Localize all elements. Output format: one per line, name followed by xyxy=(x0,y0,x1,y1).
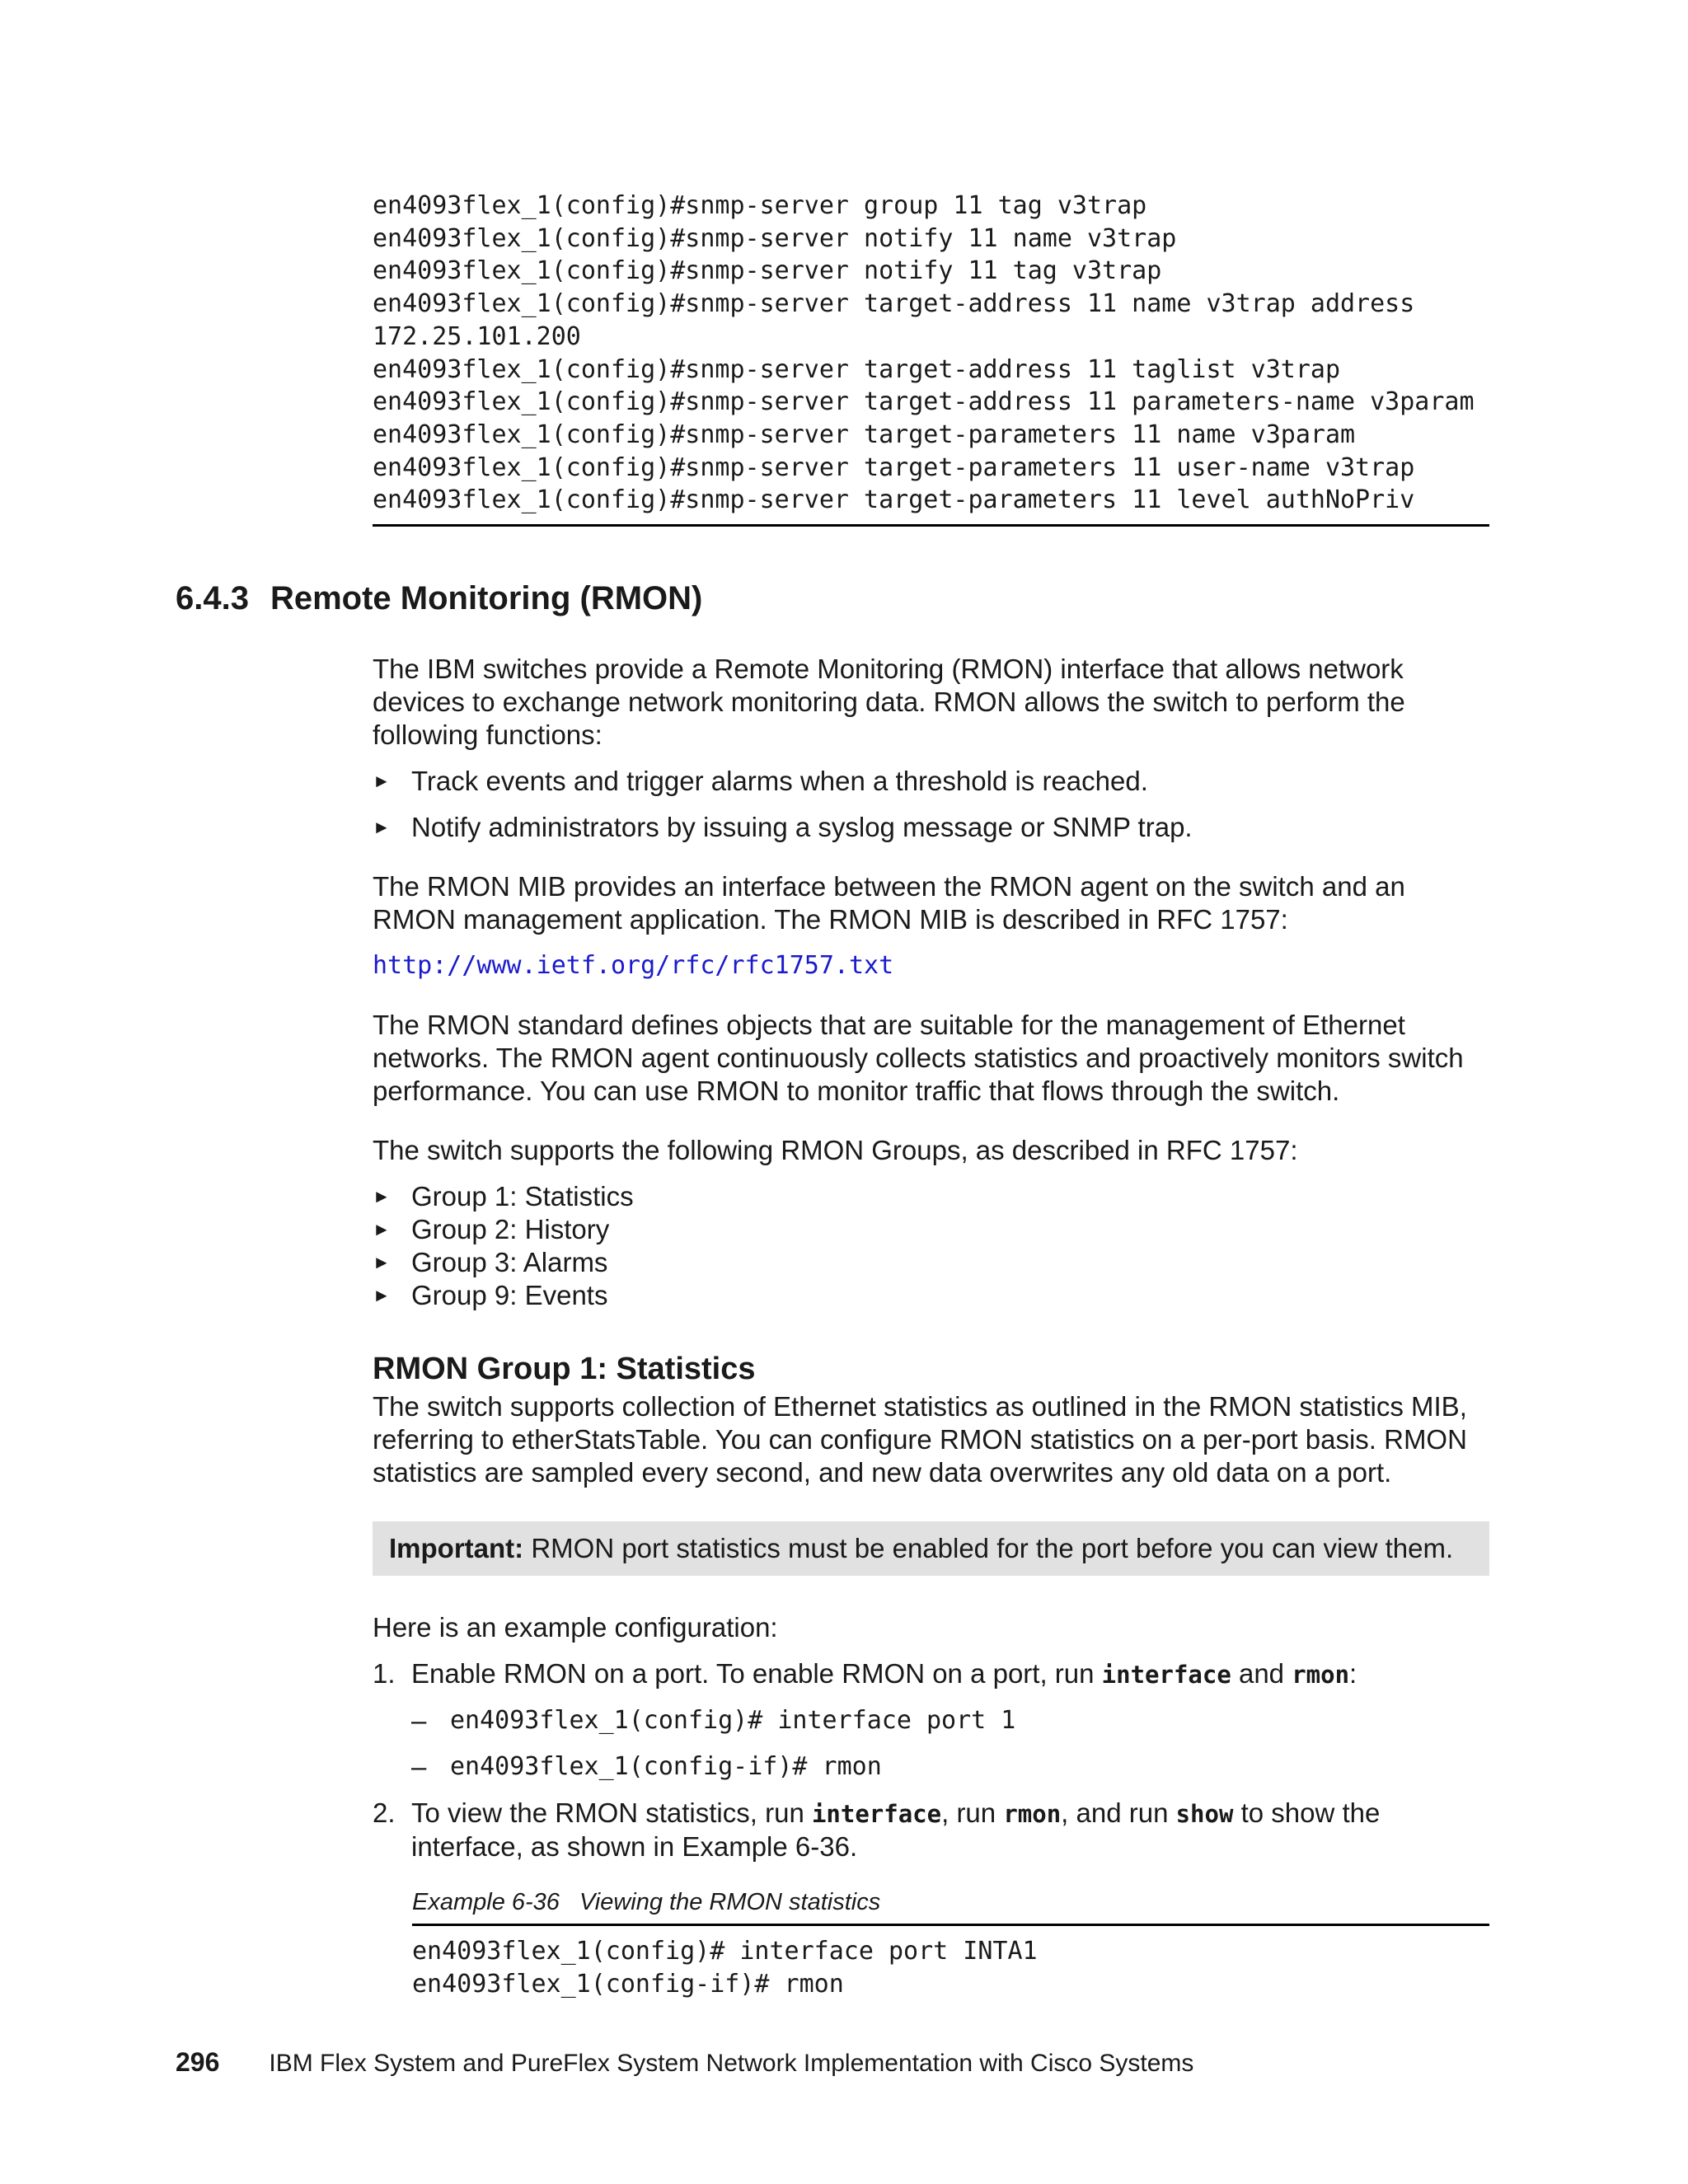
list-item: ► Group 1: Statistics xyxy=(373,1181,634,1212)
code-line: en4093flex_1(config)#snmp-server target-parameters 11 name v3param xyxy=(373,419,1356,449)
groups-paragraph: The switch supports the following RMON Groups, as described in RFC 1757: xyxy=(373,1135,1298,1165)
note-text: RMON port statistics must be enabled for the port before you can view them. xyxy=(523,1533,1454,1563)
code-line: en4093flex_1(config)# interface port INTA1 xyxy=(412,1937,1038,1966)
list-item: ► Notify administrators by issuing a syslog message or SNMP trap. xyxy=(373,812,1193,842)
example-section xyxy=(373,1611,1493,1863)
code-line: en4093flex_1(config)#snmp-server target-parameters 11 user-name v3trap xyxy=(373,452,1415,482)
example-intro: Here is an example configuration: xyxy=(373,1612,778,1643)
code-line: en4093flex_1(config)#snmp-server group 11 tag v3trap xyxy=(373,191,1147,220)
list-item: ► Group 9: Events xyxy=(373,1280,608,1310)
step-item: 2. To view the RMON statistics, run interface, run rmon, and run show to show the interface, as shown in Example 6-36. xyxy=(373,1797,1381,1862)
function-list xyxy=(373,765,1493,844)
code-line: 172.25.101.200 xyxy=(373,321,581,351)
triangle-bullet-icon: ► xyxy=(373,771,391,791)
intro-section xyxy=(373,653,1493,1312)
code-line: en4093flex_1(config-if)# rmon xyxy=(412,1969,844,1999)
code-line: en4093flex_1(config)#snmp-server target-parameters 11 level authNoPriv xyxy=(373,485,1415,515)
mib-paragraph: The RMON MIB provides an interface between the RMON agent on the switch and an RMON management application. The RMON MIB is described in RFC 1757: xyxy=(373,871,1405,935)
triangle-bullet-icon: ► xyxy=(373,1219,391,1240)
code-block-snmp xyxy=(373,190,1489,517)
book-title: IBM Flex System and PureFlex System Network Implementation with Cisco Systems xyxy=(269,2050,1194,2077)
list-item: ► Group 2: History xyxy=(373,1214,610,1244)
triangle-bullet-icon: ► xyxy=(373,1186,391,1207)
code-line: en4093flex_1(config)#snmp-server notify 11 tag v3trap xyxy=(373,256,1162,286)
step-item: 1. Enable RMON on a port. To enable RMON on a port, run interface and rmon: – en4093flex_1(config)# interface port 1 – en4093flex_1(config-if)# rmon xyxy=(373,1657,1493,1783)
keyword: interface xyxy=(1101,1661,1231,1689)
keyword: rmon xyxy=(1292,1661,1350,1689)
sub-step: – en4093flex_1(config-if)# rmon xyxy=(411,1751,882,1782)
triangle-bullet-icon: ► xyxy=(373,817,391,837)
list-item: ► Track events and trigger alarms when a threshold is reached. xyxy=(373,766,1148,796)
standard-paragraph: The RMON standard defines objects that are suitable for the management of Ethernet networks. The RMON agent continuously collects statistics and proactively monitors switch performance. You can use RMON to monitor traffic that flows through the switch. xyxy=(373,1010,1464,1106)
code-line: en4093flex_1(config)#snmp-server target-address 11 taglist v3trap xyxy=(373,354,1340,384)
example-top-rule xyxy=(412,1924,1489,1926)
note-label: Important: xyxy=(389,1533,524,1563)
example-caption: Example 6-36 Viewing the RMON statistics xyxy=(412,1889,881,1915)
section-title: Remote Monitoring (RMON) xyxy=(270,580,703,616)
keyword: interface xyxy=(811,1800,942,1828)
section-heading xyxy=(176,580,702,617)
code-line: en4093flex_1(config)#snmp-server target-address 11 parameters-name v3param xyxy=(373,387,1475,417)
important-note xyxy=(373,1521,1489,1576)
triangle-bullet-icon: ► xyxy=(373,1252,391,1272)
sub-step: – en4093flex_1(config)# interface port 1 xyxy=(411,1705,1016,1736)
page-footer xyxy=(176,2047,1193,2078)
rfc-link[interactable]: http://www.ietf.org/rfc/rfc1757.txt xyxy=(373,951,894,980)
group1-section xyxy=(373,1352,1493,1489)
page-number: 296 xyxy=(176,2047,220,2077)
rmon-groups-list xyxy=(373,1180,1493,1312)
code-block-bottom-rule xyxy=(373,524,1489,527)
step-number: 1. xyxy=(373,1658,396,1689)
subsection-heading: RMON Group 1: Statistics xyxy=(373,1352,756,1386)
section-number: 6.4.3 xyxy=(176,580,249,616)
keyword: show xyxy=(1175,1800,1234,1828)
intro-paragraph: The IBM switches provide a Remote Monitoring (RMON) interface that allows network devices to exchange network monitoring data. RMON allows the switch to perform the following functions: xyxy=(373,654,1405,750)
step-number: 2. xyxy=(373,1797,396,1828)
code-line: en4093flex_1(config)#snmp-server target-address 11 name v3trap address xyxy=(373,289,1415,319)
code-block-rmon xyxy=(412,1935,1038,2000)
keyword: rmon xyxy=(1003,1800,1062,1828)
list-item: ► Group 3: Alarms xyxy=(373,1247,608,1277)
group1-paragraph: The switch supports collection of Ethernet statistics as outlined in the RMON statistics MIB, referring to etherStatsTable. You can configure RMON statistics on a per-port basis. RMON statistics are sampled every second, and new data overwrites any old data on a port. xyxy=(373,1391,1467,1488)
code-line: en4093flex_1(config)#snmp-server notify 11 name v3trap xyxy=(373,223,1177,253)
steps-list xyxy=(373,1657,1493,1863)
triangle-bullet-icon: ► xyxy=(373,1285,391,1305)
